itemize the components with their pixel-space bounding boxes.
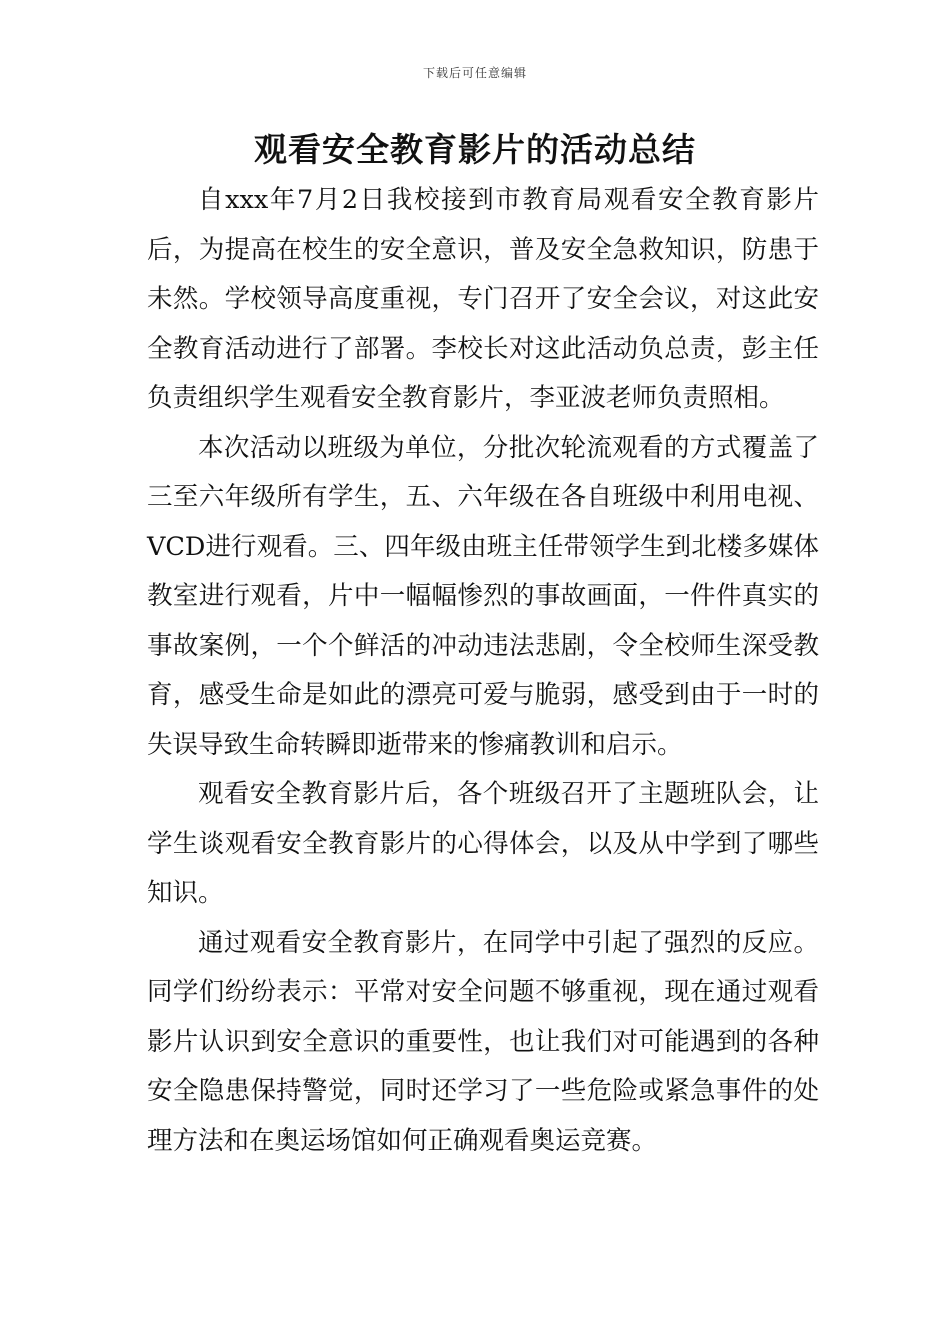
document-title: 观看安全教育影片的活动总结 xyxy=(254,130,696,169)
paragraph-4: 通过观看安全教育影片，在同学中引起了强烈的反应。同学们纷纷表示：平常对安全问题不够重视，现在通过观看影片认识到安全意识的重要性，也让我们对可能遇到的各种安全隐患保持警觉，同时还学习了一些危险或紧急事件的处理方法和在奥运场馆如何正确观看奥运竞赛。 xyxy=(147,927,819,1156)
document-body xyxy=(147,176,819,1166)
paragraph-2: 本次活动以班级为单位，分批次轮流观看的方式覆盖了三至六年级所有学生，五、六年级在各自班级中利用电视、VCD进行观看。三、四年级由班主任带领学生到北楼多媒体教室进行观看，片中一幅幅惨烈的事故画面，一件件真实的事故案例，一个个鲜活的冲动违法悲剧，令全校师生深受教育，感受生命是如此的漂亮可爱与脆弱，感受到由于一时的失误导致生命转瞬即逝带来的惨痛教训和启示。 xyxy=(147,432,819,760)
paragraph-3: 观看安全教育影片后，各个班级召开了主题班队会，让学生谈观看安全教育影片的心得体会，以及从中学到了哪些知识。 xyxy=(147,779,819,908)
paragraph-1: 自xxx年7月2日我校接到市教育局观看安全教育影片后，为提高在校生的安全意识，普及安全急救知识，防患于未然。学校领导高度重视，专门召开了安全会议，对这此安全教育活动进行了部署。李校长对这此活动负总责，彭主任负责组织学生观看安全教育影片，李亚波老师负责照相。 xyxy=(147,185,819,413)
header-note: 下载后可任意编辑 xyxy=(422,66,527,80)
